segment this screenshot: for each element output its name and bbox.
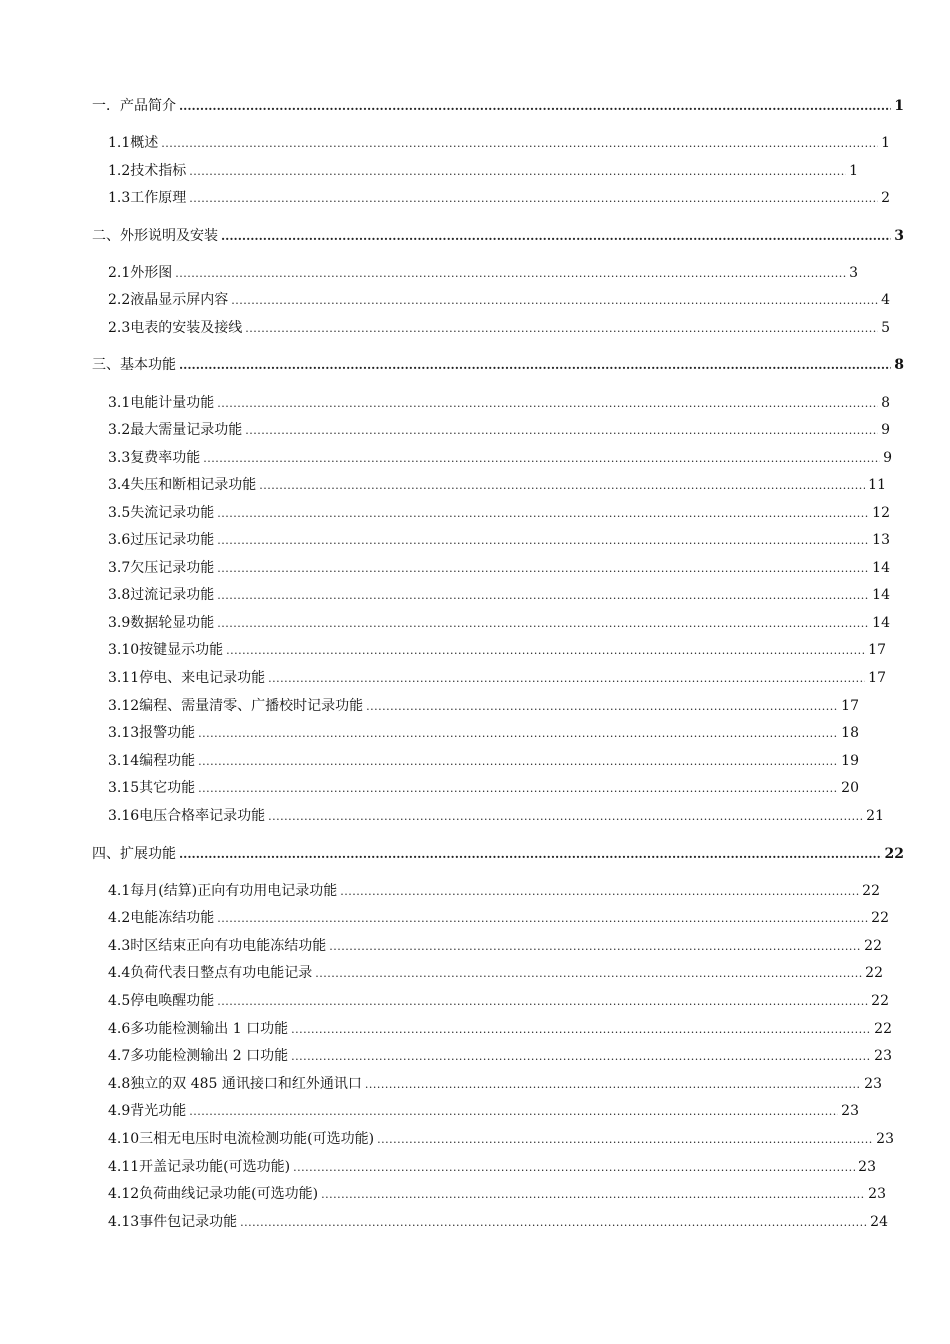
toc-entry-number: 3.6 — [108, 532, 131, 548]
toc-page-number: 19 — [841, 753, 859, 769]
toc-page-number: 2 — [881, 190, 890, 206]
toc-entry-title: 过流记录功能 — [130, 587, 215, 603]
toc-page-number: 1 — [881, 135, 890, 151]
toc-page-number: 9 — [881, 422, 890, 438]
toc-entry-number: 4.13 — [108, 1214, 140, 1230]
toc-entry-number: 2.3 — [108, 320, 131, 336]
toc-entry-number: 三、 — [92, 357, 120, 373]
toc-entry-title: 编程功能 — [139, 753, 196, 769]
toc-entry-title: 复费率功能 — [130, 450, 201, 466]
toc-entry-title: 每月(结算)正向有功用电记录功能 — [130, 883, 338, 899]
toc-section-entry[interactable] — [108, 696, 859, 716]
toc-page-number: 14 — [872, 587, 890, 603]
toc-dot-leader — [240, 1213, 867, 1233]
toc-entry-number: 3.11 — [108, 670, 140, 686]
toc-entry-title: 其它功能 — [139, 780, 196, 796]
toc-entry-title: 欠压记录功能 — [130, 560, 215, 576]
toc-entry-title: 过压记录功能 — [130, 532, 215, 548]
toc-entry-number: 4.8 — [108, 1076, 131, 1092]
toc-page-number: 17 — [868, 642, 886, 658]
toc-entry-title: 失压和断相记录功能 — [130, 477, 257, 493]
toc-page-number: 22 — [871, 910, 889, 926]
toc-entry-number: 1.2 — [108, 163, 131, 179]
toc-entry-title: 最大需量记录功能 — [130, 422, 243, 438]
toc-dot-leader — [340, 882, 859, 902]
toc-entry-title: 事件包记录功能 — [139, 1214, 238, 1230]
toc-entry-number: 4.12 — [108, 1186, 140, 1202]
toc-dot-leader — [189, 1102, 838, 1122]
toc-page-number: 8 — [894, 357, 904, 373]
toc-page-number: 17 — [868, 670, 886, 686]
toc-dot-leader — [366, 697, 838, 717]
toc-entry-title: 基本功能 — [120, 357, 176, 373]
toc-section-entry[interactable] — [108, 448, 892, 468]
toc-section-entry[interactable] — [108, 420, 890, 440]
toc-entry-title: 技术指标 — [130, 163, 187, 179]
toc-entry-number: 4.4 — [108, 965, 131, 981]
toc-page-number: 23 — [874, 1048, 892, 1064]
toc-entry-number: 4.10 — [108, 1131, 140, 1147]
toc-page-number: 14 — [872, 560, 890, 576]
toc-section-entry[interactable] — [108, 881, 880, 901]
toc-entry-title: 编程、需量清零、广播校时记录功能 — [139, 698, 364, 714]
toc-entry-title: 电表的安装及接线 — [130, 320, 243, 336]
toc-section-entry[interactable] — [108, 751, 859, 771]
toc-section-entry[interactable] — [108, 161, 858, 181]
toc-dot-leader — [221, 226, 891, 246]
toc-entry-title: 外形说明及安装 — [120, 228, 218, 244]
toc-dot-leader — [189, 189, 878, 209]
toc-entry-number: 2.1 — [108, 265, 131, 281]
toc-dot-leader — [175, 264, 846, 284]
toc-page-number: 22 — [874, 1021, 892, 1037]
toc-page-number: 24 — [870, 1214, 888, 1230]
toc-dot-leader — [268, 669, 865, 689]
toc-entry-title: 液晶显示屏内容 — [130, 292, 229, 308]
toc-dot-leader — [245, 421, 878, 441]
toc-section-entry[interactable] — [108, 133, 890, 153]
toc-dot-leader — [179, 355, 891, 375]
toc-dot-leader — [365, 1075, 861, 1095]
toc-chapter-entry[interactable] — [92, 844, 904, 864]
toc-dot-leader — [245, 319, 878, 339]
toc-section-entry[interactable] — [108, 1212, 888, 1232]
toc-section-entry[interactable] — [108, 991, 889, 1011]
toc-section-entry[interactable] — [108, 778, 859, 798]
toc-page-number: 13 — [872, 532, 890, 548]
toc-dot-leader — [315, 964, 862, 984]
toc-page-number: 17 — [841, 698, 859, 714]
toc-chapter-entry[interactable] — [92, 96, 904, 116]
toc-dot-leader — [217, 531, 869, 551]
toc-section-entry[interactable] — [108, 1184, 886, 1204]
toc-section-entry[interactable] — [108, 1157, 876, 1177]
toc-entry-title: 产品简介 — [120, 98, 176, 114]
toc-page-number: 1 — [849, 163, 858, 179]
toc-section-entry[interactable] — [108, 963, 883, 983]
toc-dot-leader — [217, 614, 869, 634]
toc-page-number: 3 — [894, 228, 904, 244]
toc-page-number: 9 — [883, 450, 892, 466]
toc-dot-leader — [161, 134, 878, 154]
toc-entry-number: 3.8 — [108, 587, 131, 603]
toc-chapter-entry[interactable] — [92, 355, 904, 375]
toc-entry-title: 电能冻结功能 — [130, 910, 215, 926]
toc-entry-number: 一． — [92, 98, 120, 114]
toc-entry-title: 工作原理 — [130, 190, 187, 206]
toc-dot-leader — [291, 1020, 871, 1040]
toc-page-number: 22 — [864, 938, 882, 954]
toc-section-entry[interactable] — [108, 290, 890, 310]
toc-dot-leader — [203, 449, 880, 469]
toc-entry-title: 多功能检测输出 1 口功能 — [130, 1021, 289, 1037]
toc-section-entry[interactable] — [108, 585, 890, 605]
toc-dot-leader — [268, 807, 863, 827]
toc-entry-number: 3.16 — [108, 808, 140, 824]
toc-entry-number: 1.1 — [108, 135, 131, 151]
toc-page-number: 5 — [881, 320, 890, 336]
toc-page-number: 23 — [864, 1076, 882, 1092]
toc-section-entry[interactable] — [108, 475, 886, 495]
toc-dot-leader — [198, 724, 838, 744]
toc-entry-number: 3.4 — [108, 477, 131, 493]
toc-entry-number: 4.1 — [108, 883, 131, 899]
toc-section-entry[interactable] — [108, 558, 890, 578]
toc-page-number: 8 — [881, 395, 890, 411]
toc-dot-leader — [179, 96, 891, 116]
toc-section-entry[interactable] — [108, 640, 886, 660]
toc-entry-number: 4.9 — [108, 1103, 131, 1119]
toc-section-entry[interactable] — [108, 263, 858, 283]
toc-section-entry[interactable] — [108, 1129, 894, 1149]
toc-entry-number: 4.6 — [108, 1021, 131, 1037]
toc-dot-leader — [259, 476, 865, 496]
toc-page-number: 18 — [841, 725, 859, 741]
toc-dot-leader — [217, 394, 878, 414]
toc-page-number: 22 — [884, 846, 904, 862]
toc-section-entry[interactable] — [108, 1101, 859, 1121]
toc-entry-number: 3.12 — [108, 698, 140, 714]
toc-section-entry[interactable] — [108, 723, 859, 743]
toc-section-entry[interactable] — [108, 613, 890, 633]
toc-page-number: 3 — [849, 265, 858, 281]
toc-entry-title: 负荷曲线记录功能(可选功能) — [139, 1186, 319, 1202]
toc-entry-number: 3.13 — [108, 725, 140, 741]
toc-dot-leader — [217, 504, 869, 524]
toc-entry-number: 3.1 — [108, 395, 131, 411]
toc-entry-title: 报警功能 — [139, 725, 196, 741]
toc-entry-title: 三相无电压时电流检测功能(可选功能) — [139, 1131, 375, 1147]
toc-dot-leader — [179, 844, 882, 864]
toc-entry-number: 1.3 — [108, 190, 131, 206]
toc-section-entry[interactable] — [108, 393, 890, 413]
toc-entry-number: 四、 — [92, 846, 120, 862]
toc-section-entry[interactable] — [108, 936, 882, 956]
toc-page-number: 11 — [868, 477, 886, 493]
toc-entry-title: 按键显示功能 — [139, 642, 224, 658]
toc-entry-number: 3.5 — [108, 505, 131, 521]
toc-dot-leader — [189, 162, 846, 182]
toc-page-number: 22 — [862, 883, 880, 899]
toc-section-entry[interactable] — [108, 1046, 892, 1066]
toc-dot-leader — [377, 1130, 873, 1150]
toc-page-number: 23 — [841, 1103, 859, 1119]
toc-entry-number: 4.11 — [108, 1159, 140, 1175]
toc-entry-number: 二、 — [92, 228, 120, 244]
toc-page-number: 20 — [841, 780, 859, 796]
toc-entry-title: 外形图 — [130, 265, 173, 281]
toc-entry-title: 数据轮显功能 — [130, 615, 215, 631]
toc-dot-leader — [217, 992, 868, 1012]
toc-section-entry[interactable] — [108, 318, 890, 338]
toc-entry-number: 2.2 — [108, 292, 131, 308]
toc-entry-number: 3.15 — [108, 780, 140, 796]
toc-entry-number: 4.5 — [108, 993, 131, 1009]
toc-page-number: 4 — [881, 292, 890, 308]
toc-entry-title: 电压合格率记录功能 — [139, 808, 266, 824]
toc-entry-title: 负荷代表日整点有功电能记录 — [130, 965, 313, 981]
toc-dot-leader — [226, 641, 865, 661]
toc-entry-number: 4.2 — [108, 910, 131, 926]
toc-entry-title: 时区结束正向有功电能冻结功能 — [130, 938, 327, 954]
toc-section-entry[interactable] — [108, 503, 890, 523]
toc-page-number: 23 — [868, 1186, 886, 1202]
toc-entry-number: 3.2 — [108, 422, 131, 438]
toc-entry-number: 3.10 — [108, 642, 140, 658]
toc-page-number: 1 — [894, 98, 904, 114]
toc-section-entry[interactable] — [108, 908, 889, 928]
toc-entry-number: 3.9 — [108, 615, 131, 631]
toc-section-entry[interactable] — [108, 806, 884, 826]
toc-entry-number: 4.3 — [108, 938, 131, 954]
toc-dot-leader — [217, 909, 868, 929]
toc-dot-leader — [198, 752, 838, 772]
toc-entry-title: 失流记录功能 — [130, 505, 215, 521]
toc-dot-leader — [231, 291, 878, 311]
toc-entry-title: 概述 — [130, 135, 159, 151]
toc-dot-leader — [217, 586, 869, 606]
toc-section-entry[interactable] — [108, 1074, 882, 1094]
toc-entry-title: 背光功能 — [130, 1103, 187, 1119]
toc-dot-leader — [293, 1158, 855, 1178]
toc-page-number: 22 — [865, 965, 883, 981]
toc-entry-title: 开盖记录功能(可选功能) — [139, 1159, 291, 1175]
toc-page-number: 14 — [872, 615, 890, 631]
toc-section-entry[interactable] — [108, 530, 890, 550]
toc-entry-number: 4.7 — [108, 1048, 131, 1064]
toc-section-entry[interactable] — [108, 188, 890, 208]
toc-entry-title: 停电唤醒功能 — [130, 993, 215, 1009]
toc-entry-title: 独立的双 485 通讯接口和红外通讯口 — [130, 1076, 362, 1092]
toc-page-number: 23 — [876, 1131, 894, 1147]
toc-dot-leader — [291, 1047, 871, 1067]
toc-entry-number: 3.7 — [108, 560, 131, 576]
toc-entry-title: 停电、来电记录功能 — [139, 670, 266, 686]
toc-entry-number: 3.3 — [108, 450, 131, 466]
toc-page-number: 21 — [866, 808, 884, 824]
toc-page-number: 12 — [872, 505, 890, 521]
toc-entry-number: 3.14 — [108, 753, 140, 769]
toc-entry-title: 扩展功能 — [120, 846, 176, 862]
toc-dot-leader — [329, 937, 861, 957]
toc-entry-title: 多功能检测输出 2 口功能 — [130, 1048, 289, 1064]
toc-dot-leader — [217, 559, 869, 579]
toc-dot-leader — [198, 779, 838, 799]
toc-section-entry[interactable] — [108, 1019, 892, 1039]
toc-dot-leader — [321, 1185, 865, 1205]
toc-section-entry[interactable] — [108, 668, 886, 688]
toc-page-number: 23 — [858, 1159, 876, 1175]
toc-page-number: 22 — [871, 993, 889, 1009]
toc-chapter-entry[interactable] — [92, 226, 904, 246]
toc-entry-title: 电能计量功能 — [130, 395, 215, 411]
